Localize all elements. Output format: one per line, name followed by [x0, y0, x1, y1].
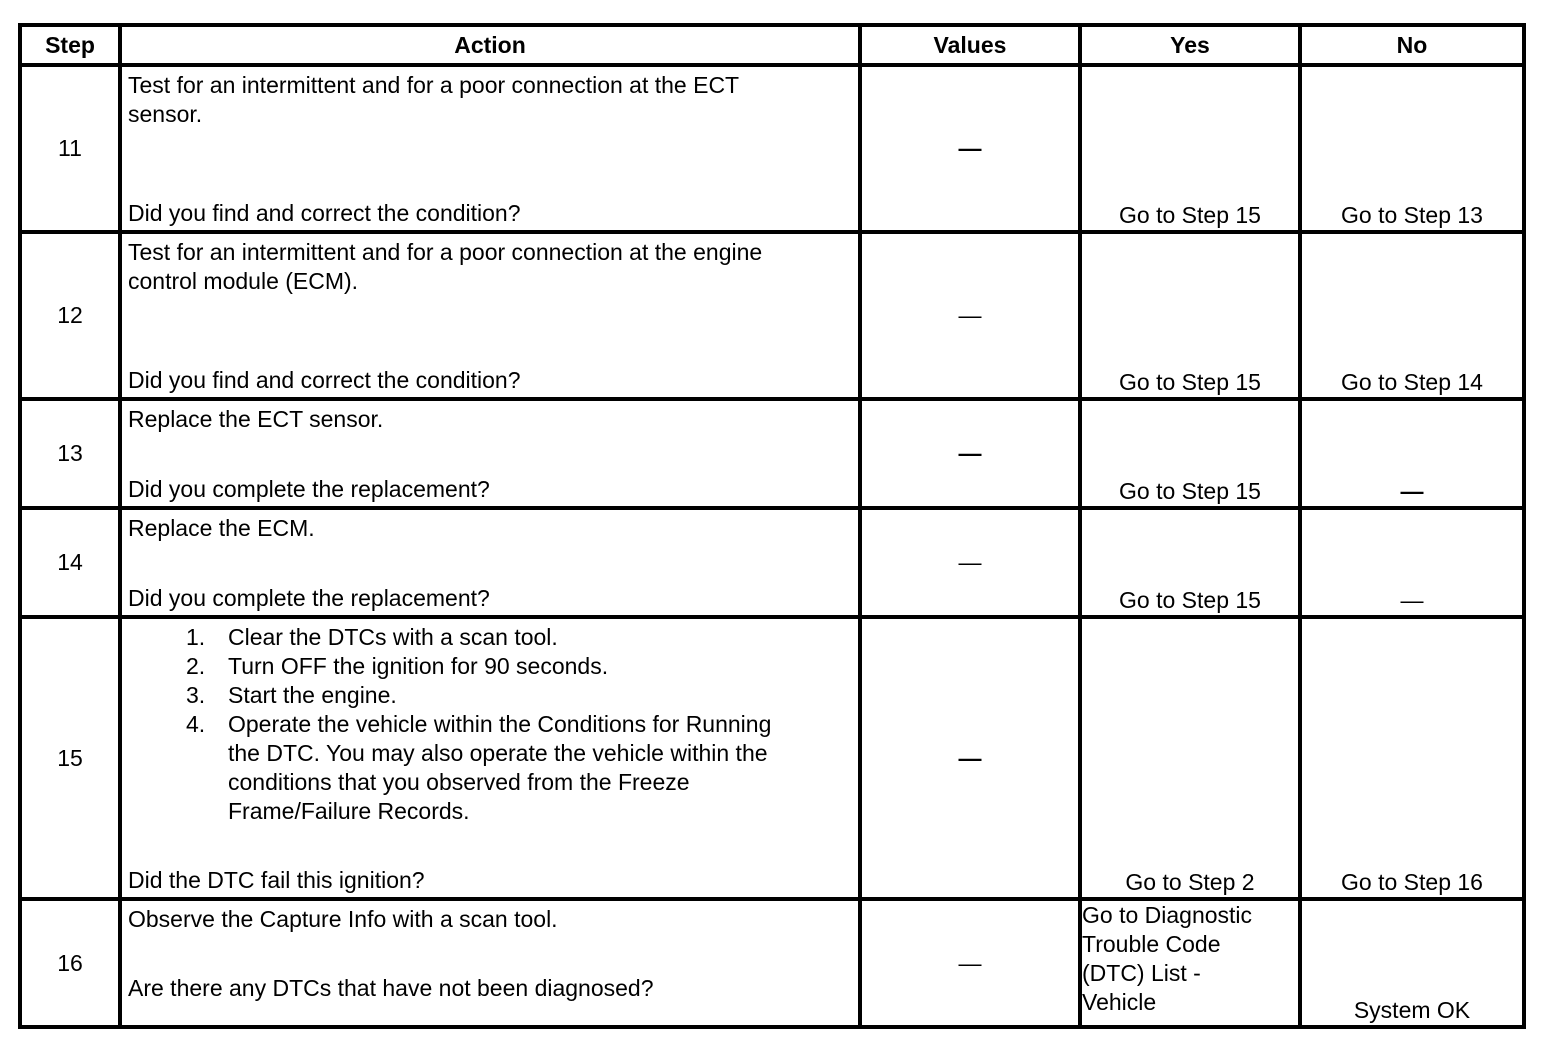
list-text: Clear the DTCs with a scan tool.: [228, 624, 558, 650]
yes-cell: Go to Step 15: [1080, 399, 1300, 508]
action-text: sensor.: [128, 101, 203, 127]
step-number: 13: [20, 399, 120, 508]
list-text: Frame/Failure Records.: [228, 798, 470, 824]
action-text: control module (ECM).: [128, 268, 359, 294]
action-question: Did you find and correct the condition?: [128, 367, 521, 393]
diagnostic-table: [18, 23, 1526, 1029]
yes-cell: Go to Step 2: [1080, 617, 1300, 899]
yes-cell: [1080, 899, 1300, 1027]
values-cell: —: [860, 399, 1080, 508]
list-number: 1.: [186, 624, 206, 650]
action-question: Did the DTC fail this ignition?: [128, 867, 425, 893]
values-cell: —: [860, 899, 1080, 1027]
header-no: No: [1300, 25, 1524, 65]
step-number: 12: [20, 232, 120, 399]
action-question: Did you complete the replacement?: [128, 585, 490, 611]
yes-cell: Go to Step 15: [1080, 65, 1300, 232]
table-row: [20, 617, 1524, 899]
step-number: 14: [20, 508, 120, 617]
action-cell: [120, 899, 860, 1027]
values-cell: —: [860, 508, 1080, 617]
list-item: [186, 710, 852, 826]
list-text: Start the engine.: [228, 682, 397, 708]
list-text: the DTC. You may also operate the vehicle within the: [228, 740, 768, 766]
action-question: Did you find and correct the condition?: [128, 200, 521, 226]
action-text: Replace the ECM.: [128, 515, 315, 541]
action-cell: [120, 617, 860, 899]
table-row: [20, 399, 1524, 508]
list-item: [186, 623, 852, 652]
table-row: [20, 65, 1524, 232]
header-row: [20, 25, 1524, 65]
action-cell: [120, 65, 860, 232]
values-cell: —: [860, 232, 1080, 399]
list-text: conditions that you observed from the Freeze: [228, 769, 690, 795]
header-action: Action: [120, 25, 860, 65]
step-number: 11: [20, 65, 120, 232]
action-cell: [120, 399, 860, 508]
values-cell: —: [860, 65, 1080, 232]
action-cell: [120, 508, 860, 617]
action-cell: [120, 232, 860, 399]
header-step: Step: [20, 25, 120, 65]
action-text: Test for an intermittent and for a poor connection at the engine: [128, 239, 763, 265]
no-cell: Go to Step 13: [1300, 65, 1524, 232]
action-text: Observe the Capture Info with a scan tool.: [128, 906, 558, 932]
step-number: 15: [20, 617, 120, 899]
no-cell: —: [1300, 508, 1524, 617]
action-text: Replace the ECT sensor.: [128, 406, 384, 432]
table-row: [20, 899, 1524, 1027]
values-cell: —: [860, 617, 1080, 899]
no-cell: Go to Step 16: [1300, 617, 1524, 899]
yes-text: Vehicle: [1082, 989, 1157, 1015]
action-question: Did you complete the replacement?: [128, 476, 490, 502]
no-cell: Go to Step 14: [1300, 232, 1524, 399]
table-row: [20, 508, 1524, 617]
list-text: Operate the vehicle within the Conditions for Running: [228, 711, 772, 737]
yes-cell: Go to Step 15: [1080, 508, 1300, 617]
step-number: 16: [20, 899, 120, 1027]
action-question: Are there any DTCs that have not been diagnosed?: [128, 975, 654, 1001]
list-number: 4.: [186, 711, 206, 737]
no-cell: —: [1300, 399, 1524, 508]
list-item: [186, 652, 852, 681]
yes-cell: Go to Step 15: [1080, 232, 1300, 399]
no-cell: System OK: [1300, 899, 1524, 1027]
list-number: 3.: [186, 682, 206, 708]
yes-text: Trouble Code: [1082, 931, 1221, 957]
list-text: Turn OFF the ignition for 90 seconds.: [228, 653, 609, 679]
header-values: Values: [860, 25, 1080, 65]
list-item: [186, 681, 852, 710]
yes-text: Go to Diagnostic: [1082, 902, 1253, 928]
list-number: 2.: [186, 653, 206, 679]
yes-text: (DTC) List -: [1082, 960, 1201, 986]
table-row: [20, 232, 1524, 399]
procedure-list: [128, 623, 852, 826]
action-text: Test for an intermittent and for a poor connection at the ECT: [128, 72, 740, 98]
header-yes: Yes: [1080, 25, 1300, 65]
